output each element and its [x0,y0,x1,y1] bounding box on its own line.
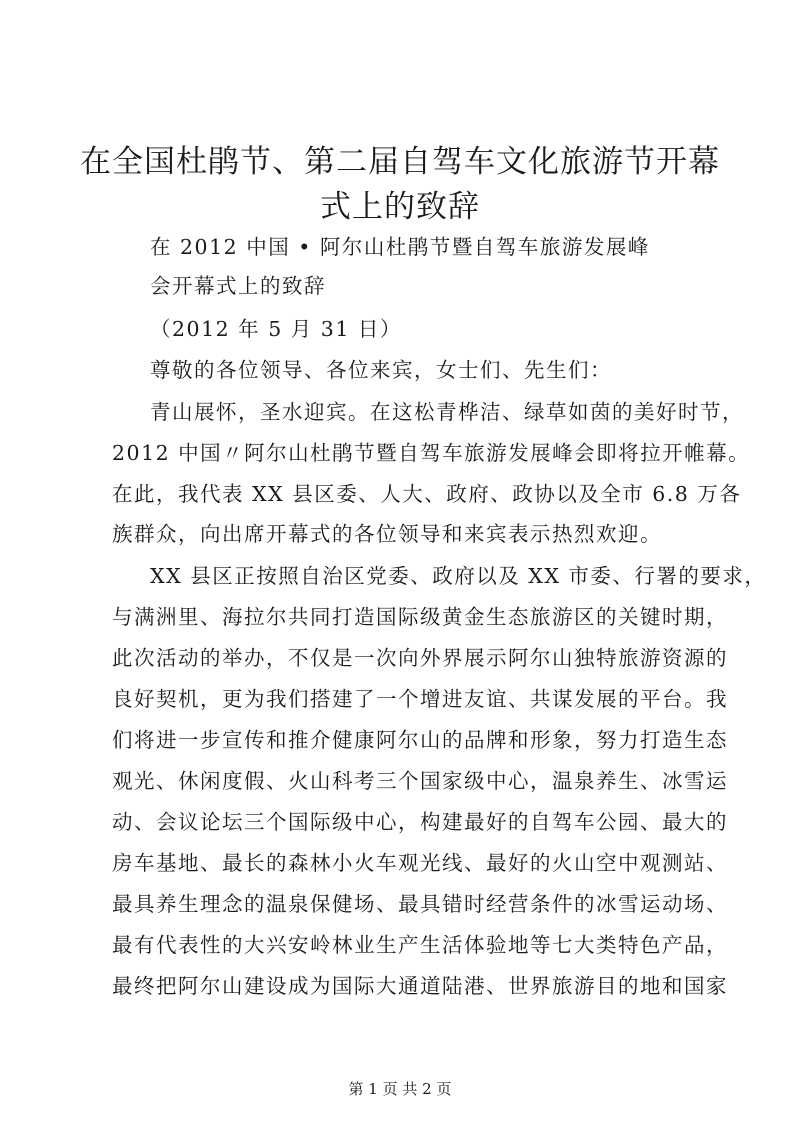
body-line: 此次活动的举办，不仅是一次向外界展示阿尔山独特旅游资源的 [112,646,728,670]
document-title-line-2: 式上的致辞 [320,189,480,225]
body-line: 族群众，向出席开幕式的各位领导和来宾表示热烈欢迎。 [112,522,662,546]
body-line: 最具养生理念的温泉保健场、最具错时经营条件的冰雪运动场、 [112,892,728,916]
body-line: XX 县区正按照自治区党委、政府以及 XX 市委、行署的要求， [150,564,767,588]
body-line: 在 2012 中国 • 阿尔山杜鹃节暨自驾车旅游发展峰 [150,235,650,259]
body-line: 在此，我代表 XX 县区委、人大、政府、政协以及全市 6.8 万各 [112,482,742,506]
body-line: 2012 中国〃阿尔山杜鹃节暨自驾车旅游发展峰会即将拉开帷幕。 [112,441,751,465]
body-line: 们将进一步宣传和推介健康阿尔山的品牌和形象，努力打造生态 [112,728,728,752]
body-line: 观光、休闲度假、火山科考三个国家级中心，温泉养生、冰雪运 [112,769,728,793]
body-line: 最有代表性的大兴安岭林业生产生活体验地等七大类特色产品， [112,933,728,957]
page-number-footer: 第 1 页 共 2 页 [348,1080,452,1098]
body-line: 动、会议论坛三个国际级中心，构建最好的自驾车公园、最大的 [112,810,728,834]
body-line: 与满洲里、海拉尔共同打造国际级黄金生态旅游区的关键时期， [112,605,728,629]
body-line: 最终把阿尔山建设成为国际大通道陆港、世界旅游目的地和国家 [112,974,728,998]
body-line: 良好契机，更为我们搭建了一个增进友谊、共谋发展的平台。我 [112,687,728,711]
body-line: 会开幕式上的致辞 [150,274,326,298]
body-line: 尊敬的各位领导、各位来宾，女士们、先生们： [150,358,612,382]
body-line: 青山展怀，圣水迎宾。在这松青桦洁、绿草如茵的美好时节， [150,400,744,424]
document-title-line-1: 在全国杜鹃节、第二届自驾车文化旅游节开幕 [80,144,720,180]
body-line: 房车基地、最长的森林小火车观光线、最好的火山空中观测站、 [112,851,728,875]
body-line: （2012 年 5 月 31 日） [150,317,402,341]
